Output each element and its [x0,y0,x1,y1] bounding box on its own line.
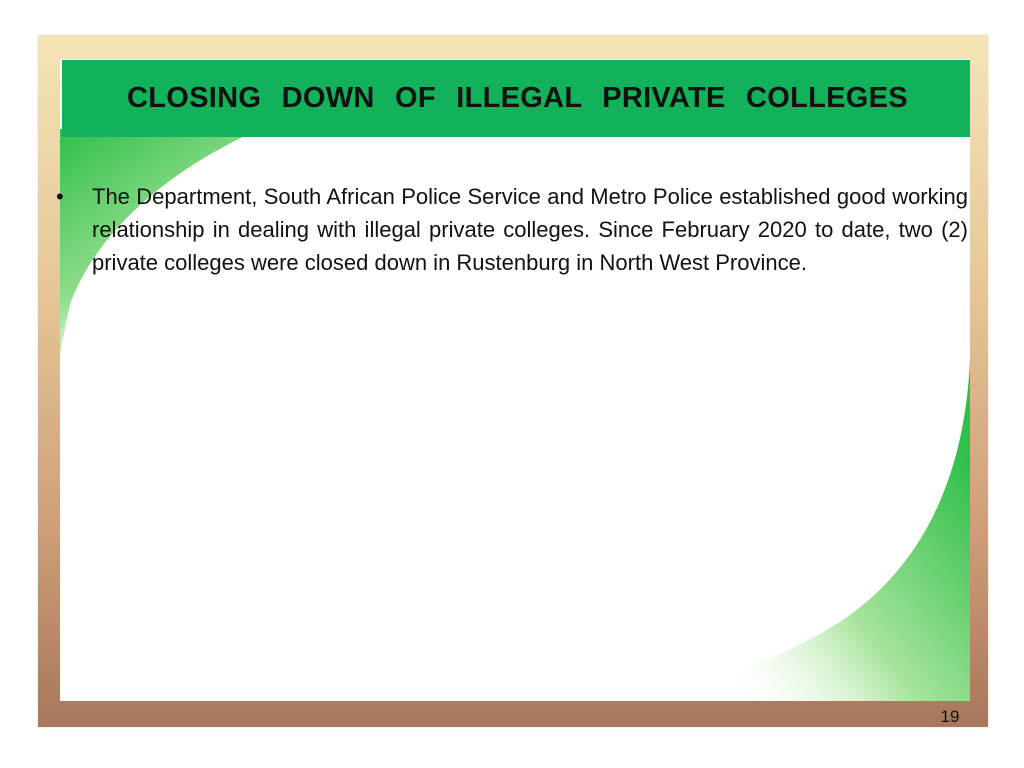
bullet-item [56,180,968,279]
title-bar [62,60,970,137]
slide-title: CLOSING DOWN OF ILLEGAL PRIVATE COLLEGES [127,82,908,114]
slide-canvas [60,59,970,701]
bullet-icon: • [56,184,64,209]
slide-body [56,180,968,279]
right-swoosh [670,359,970,701]
green-swoosh-decoration [60,59,970,701]
slide-frame [38,35,988,727]
page-number: 19 [940,707,960,726]
bullet-text: The Department, South African Police Service and Metro Police established good working relationship in dealing with illegal private colleges. Since February 2020 to date, two (2) private colleges were closed down in Rustenburg in North West Province. [92,184,968,275]
